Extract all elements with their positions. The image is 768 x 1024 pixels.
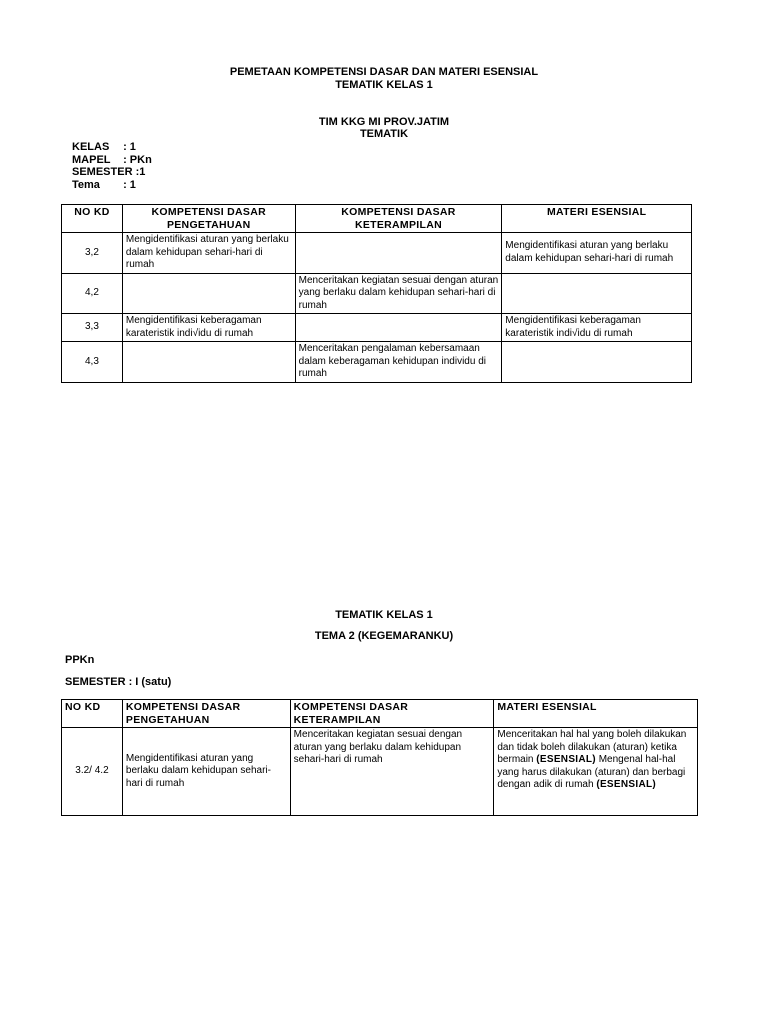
cell-pengetahuan [122,342,295,383]
table-row [62,233,692,274]
cell-pengetahuan: Mengidentifikasi aturan yang berlaku dalam kehidupan sehari-hari di rumah [122,728,290,816]
esensial-tag-1: (ESENSIAL) [536,754,596,765]
cell-pengetahuan: Mengidentifikasi keberagaman karateristik indi√idu di rumah [122,314,295,342]
header-no-kd: NO KD [62,205,123,233]
meta-kelas-label: KELAS [72,141,110,153]
table-header-row [62,700,698,728]
cell-no-kd: 4,3 [62,342,123,383]
cell-keterampilan: Menceritakan kegiatan sesuai dengan aturan yang berlaku dalam kehidupan sehari-hari di rumah [295,273,502,314]
cell-materi: Mengidentifikasi keberagaman karateristik indi√idu di rumah [502,314,692,342]
meta-semester: SEMESTER :1 [72,166,146,178]
section2-theme: TEMA 2 (KEGEMARANKU) [314,630,454,642]
table-row [62,273,692,314]
meta-mapel-label: MAPEL [72,154,111,166]
materi-text-2: Mengenal hal-hal yang harus dilakukan (aturan) dan berbagi dengan adik di rumah [497,754,686,790]
section2-semester: SEMESTER : I (satu) [65,676,172,688]
table-row [62,728,698,816]
cell-materi [494,728,698,816]
meta-tema-value: : 1 [123,179,136,191]
meta-kelas-value: : 1 [123,141,136,153]
header-materi-esensial: MATERI ESENSIAL [502,205,692,233]
author-subline: TEMATIK [359,128,409,140]
header-no-kd: NO KD [62,700,123,728]
meta-kelas [72,141,136,153]
cell-keterampilan [295,314,502,342]
table-row [62,314,692,342]
cell-pengetahuan: Mengidentifikasi aturan yang berlaku dalam kehidupan sehari-hari di rumah [122,233,295,274]
doc-subtitle: TEMATIK KELAS 1 [335,79,433,91]
section2-title: TEMATIK KELAS 1 [335,609,433,621]
header-materi-esensial: MATERI ESENSIAL [494,700,698,728]
cell-no-kd: 3,3 [62,314,123,342]
cell-materi [502,273,692,314]
meta-mapel [72,154,152,166]
header-kd-keterampilan: KOMPETENSI DASAR KETERAMPILAN [295,205,502,233]
cell-no-kd: 3.2/ 4.2 [62,728,123,816]
cell-pengetahuan [122,273,295,314]
cell-keterampilan: Menceritakan pengalaman kebersamaan dalam keberagaman kehidupan individu di rumah [295,342,502,383]
meta-tema-label: Tema [72,179,100,191]
header-kd-pengetahuan: KOMPETENSI DASAR PENGETAHUAN [122,205,295,233]
cell-no-kd: 3,2 [62,233,123,274]
kd-mapping-table [61,204,692,383]
header-kd-keterampilan: KOMPETENSI DASAR KETERAMPILAN [290,700,494,728]
section2-subject: PPKn [65,654,95,666]
kd-mapping-table-2 [61,699,698,816]
cell-keterampilan: Menceritakan kegiatan sesuai dengan aturan yang berlaku dalam kehidupan sehari-hari di rumah [290,728,494,816]
cell-no-kd: 4,2 [62,273,123,314]
header-kd-pengetahuan: KOMPETENSI DASAR PENGETAHUAN [122,700,290,728]
doc-title: PEMETAAN KOMPETENSI DASAR DAN MATERI ESENSIAL [229,66,539,78]
meta-tema [72,179,136,191]
table-header-row [62,205,692,233]
cell-materi: Mengidentifikasi aturan yang berlaku dalam kehidupan sehari-hari di rumah [502,233,692,274]
table-row [62,342,692,383]
esensial-tag-2: (ESENSIAL) [596,779,656,790]
materi-text-1: Menceritakan hal hal yang boleh dilakukan dan tidak boleh dilakukan (aturan) ketika bermain [497,729,687,765]
meta-mapel-value: : PKn [123,154,152,166]
cell-materi [502,342,692,383]
cell-keterampilan [295,233,502,274]
author-line: TIM KKG MI PROV.JATIM [318,116,450,128]
